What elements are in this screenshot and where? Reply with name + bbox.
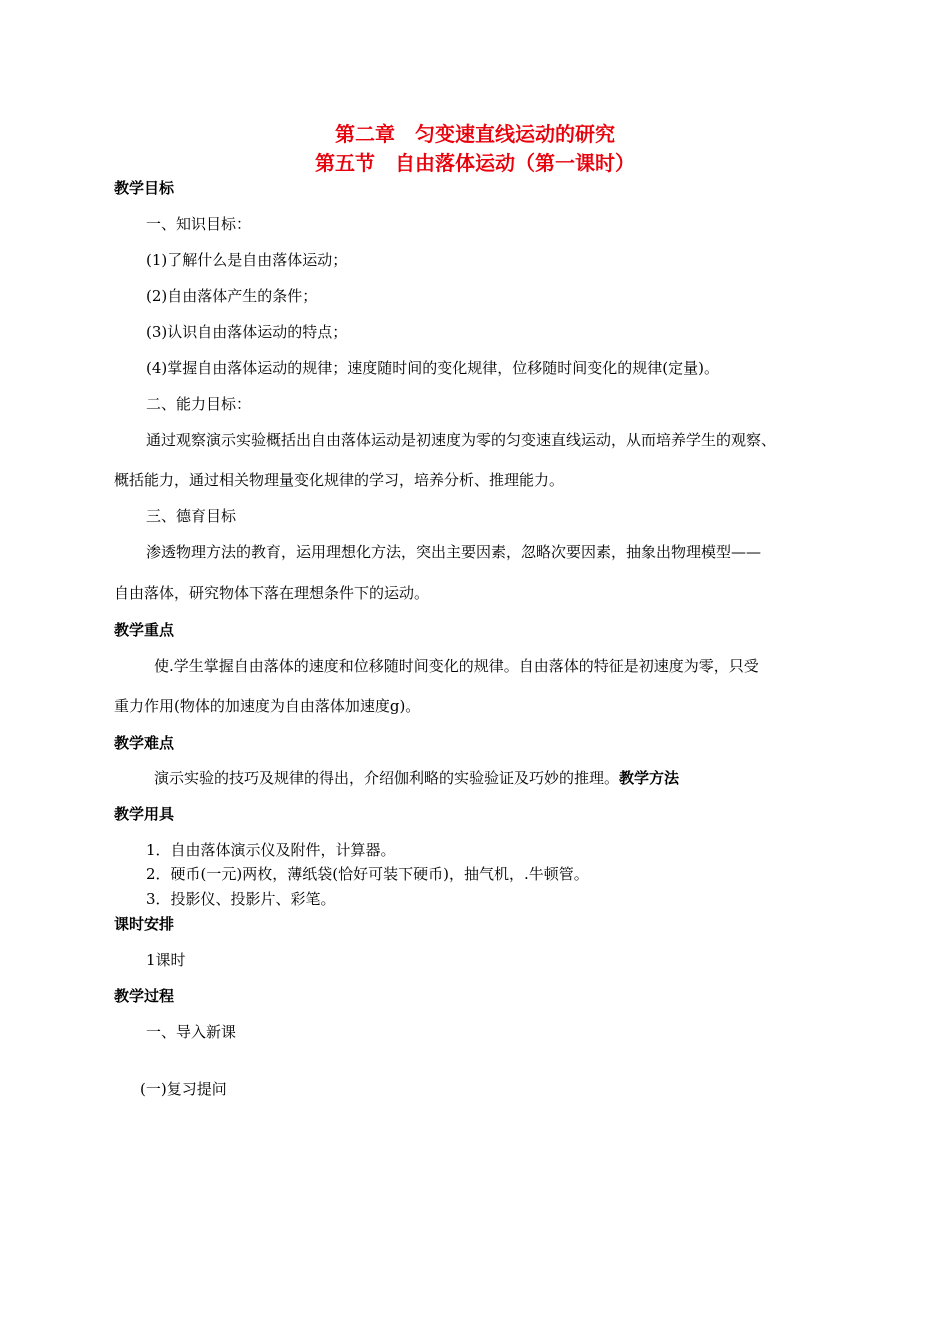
chapter-title: 第二章 匀变速直线运动的研究 <box>335 122 615 146</box>
difficulties-line <box>154 768 679 788</box>
process-sub-1: (一)复习提问 <box>140 1080 227 1098</box>
ability-line-2: 概括能力，通过相关物理量变化规律的学习，培养分析、推理能力。 <box>114 471 565 489</box>
objectives-heading: 教学目标 <box>114 179 175 197</box>
moral-line-2: 自由落体，研究物体下落在理想条件下的运动。 <box>114 584 430 602</box>
key-points-line-2: 重力作用(物体的加速度为自由落体加速度g)。 <box>114 697 421 715</box>
difficulties-heading: 教学难点 <box>114 734 175 752</box>
moral-heading: 三、德育目标 <box>146 507 237 525</box>
process-step-1: 一、导入新课 <box>146 1023 237 1041</box>
section-title: 第五节 自由落体运动（第一课时） <box>315 151 635 175</box>
knowledge-item-2: (2)自由落体产生的条件； <box>146 287 318 305</box>
ability-line-1: 通过观察演示实验概括出自由落体运动是初速度为零的匀变速直线运动，从而培养学生的观察、 <box>146 431 777 449</box>
knowledge-heading: 一、知识目标： <box>146 215 252 233</box>
key-points-line-1: 使.学生掌握自由落体的速度和位移随时间变化的规律。自由落体的特征是初速度为零，只受 <box>154 657 759 675</box>
tools-item-3: 3．投影仪、投影片、彩笔。 <box>146 890 336 908</box>
tools-heading: 教学用具 <box>114 805 175 823</box>
process-heading: 教学过程 <box>114 987 175 1005</box>
knowledge-item-3: (3)认识自由落体运动的特点； <box>146 323 348 341</box>
moral-line-1: 渗透物理方法的教育，运用理想化方法，突出主要因素，忽略次要因素，抽象出物理模型—— <box>146 543 762 561</box>
schedule-text: 1课时 <box>146 951 186 969</box>
schedule-heading: 课时安排 <box>114 915 175 933</box>
knowledge-item-1: (1)了解什么是自由落体运动； <box>146 251 348 269</box>
methods-heading: 教学方法 <box>619 769 680 787</box>
tools-item-1: 1．自由落体演示仪及附件，计算器。 <box>146 841 396 859</box>
ability-heading: 二、能力目标： <box>146 395 252 413</box>
tools-item-2: 2．硬币(一元)两枚，薄纸袋(恰好可装下硬币)，抽气机，.牛顿管。 <box>146 865 589 883</box>
key-points-heading: 教学重点 <box>114 621 175 639</box>
difficulties-text: 演示实验的技巧及规律的得出，介绍伽利略的实验验证及巧妙的推理。 <box>154 769 620 787</box>
knowledge-item-4: (4)掌握自由落体运动的规律；速度随时间的变化规律，位移随时间变化的规律(定量)。 <box>146 359 719 377</box>
